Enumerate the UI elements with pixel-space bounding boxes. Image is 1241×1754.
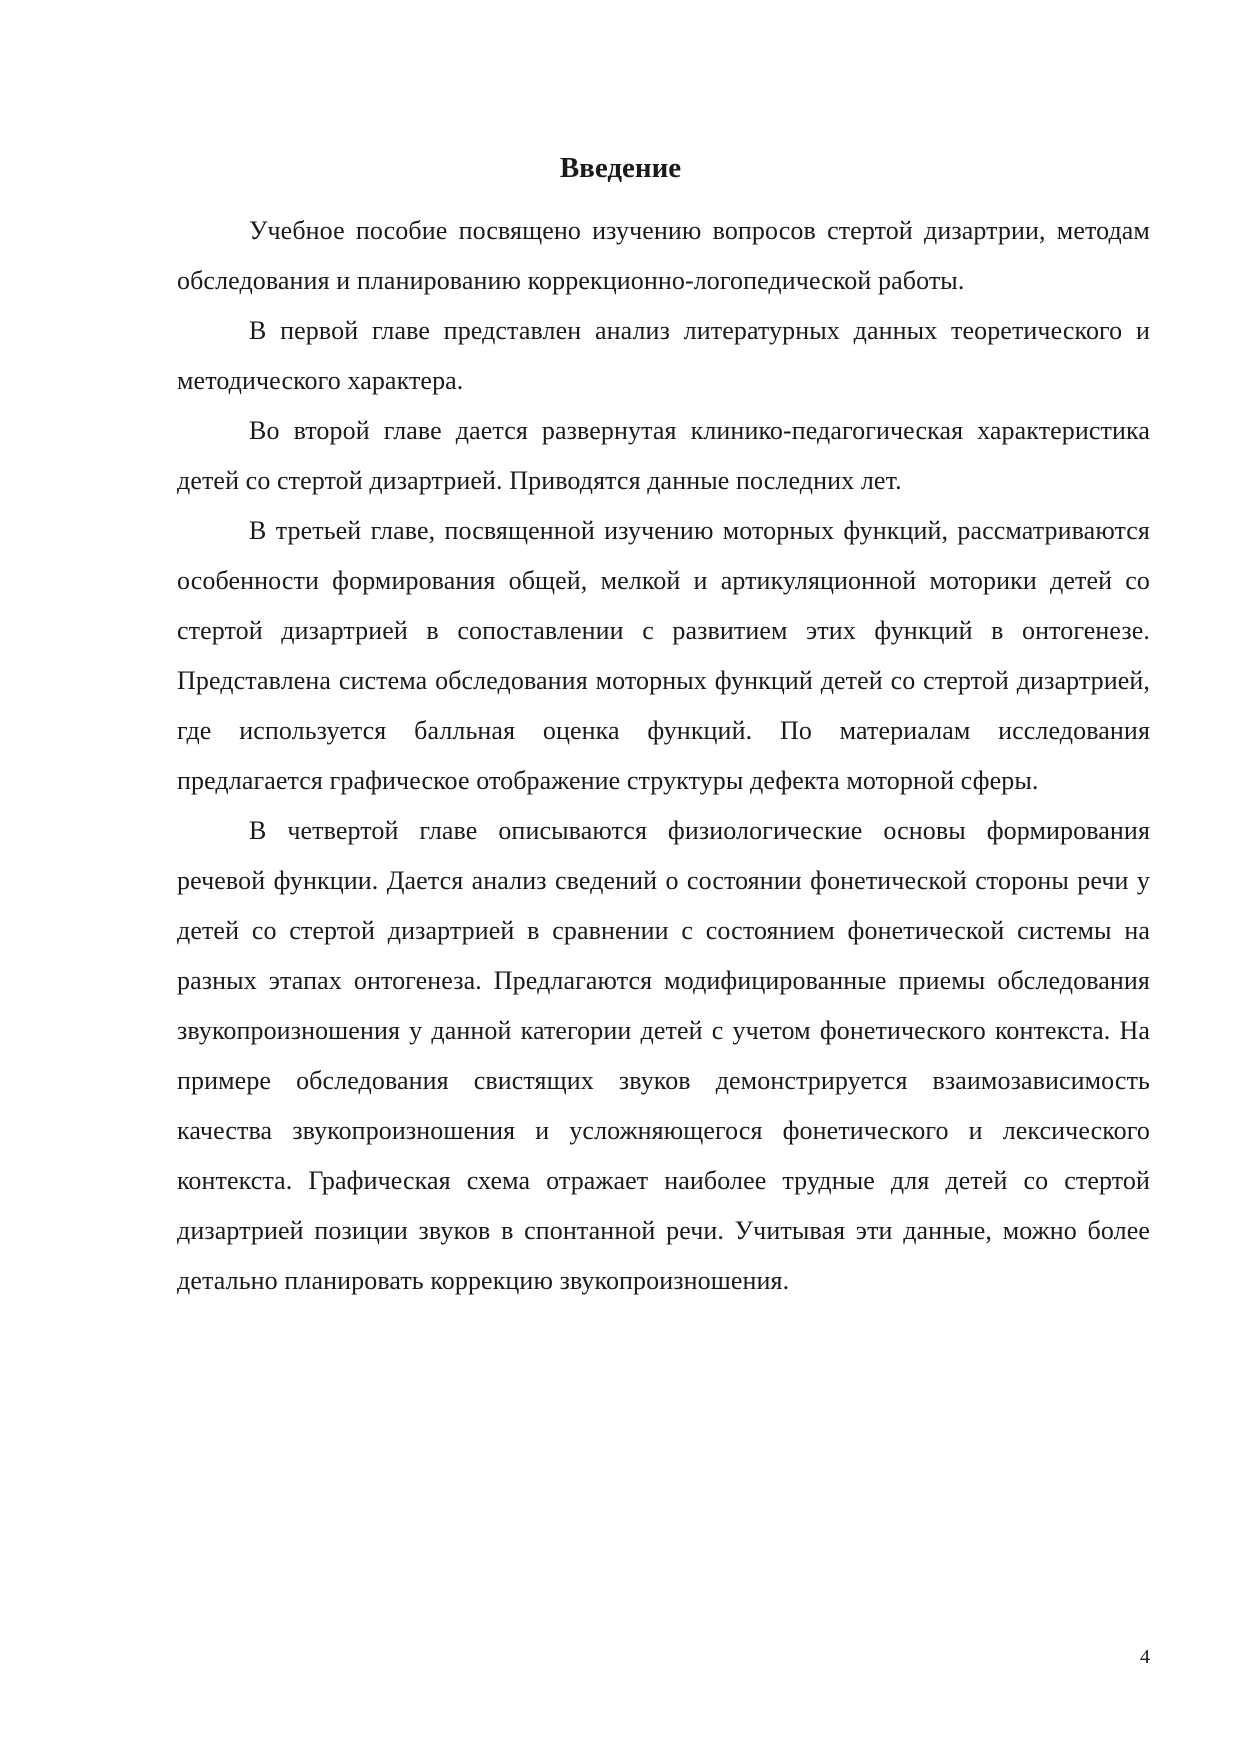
paragraph-1: Учебное пособие посвящено изучению вопросов стертой дизартрии, методам обследования и планированию коррекционно-логопедической работы. <box>177 216 1150 295</box>
document-body <box>177 206 1150 1306</box>
paragraph-4: В третьей главе, посвященной изучению моторных функций, рассматриваются особенности формирования общей, мелкой и артикуляционной моторики детей со стертой дизартрией в сопоставлении с развитием этих функций в онтогенезе. Представлена система обследования моторных функций детей со стертой дизартрией, где используется балльная оценка функций. По материалам исследования предлагается графическое отображение структуры дефекта моторной сферы. <box>177 516 1150 795</box>
page-title: Введение <box>559 152 682 184</box>
paragraph-2: В первой главе представлен анализ литературных данных теоретического и методического характера. <box>177 316 1150 395</box>
paragraph-5: В четвертой главе описываются физиологические основы формирования речевой функции. Дается анализ сведений о состоянии фонетической стороны речи у детей со стертой дизартрией в сравнении с состоянием фонетической системы на разных этапах онтогенеза. Предлагаются модифицированные приемы обследования звукопроизношения у данной категории детей с учетом фонетического контекста. На примере обследования свистящих звуков демонстрируется взаимозависимость качества звукопроизношения и усложняющегося фонетического и лексического контекста. Графическая схема отражает наиболее трудные для детей со стертой дизартрией позиции звуков в спонтанной речи. Учитывая эти данные, можно более детально планировать коррекцию звукопроизношения. <box>177 816 1150 1295</box>
paragraph-3: Во второй главе дается развернутая клинико-педагогическая характеристика детей со стертой дизартрией. Приводятся данные последних лет. <box>177 416 1150 495</box>
page-number: 4 <box>1140 1646 1150 1668</box>
